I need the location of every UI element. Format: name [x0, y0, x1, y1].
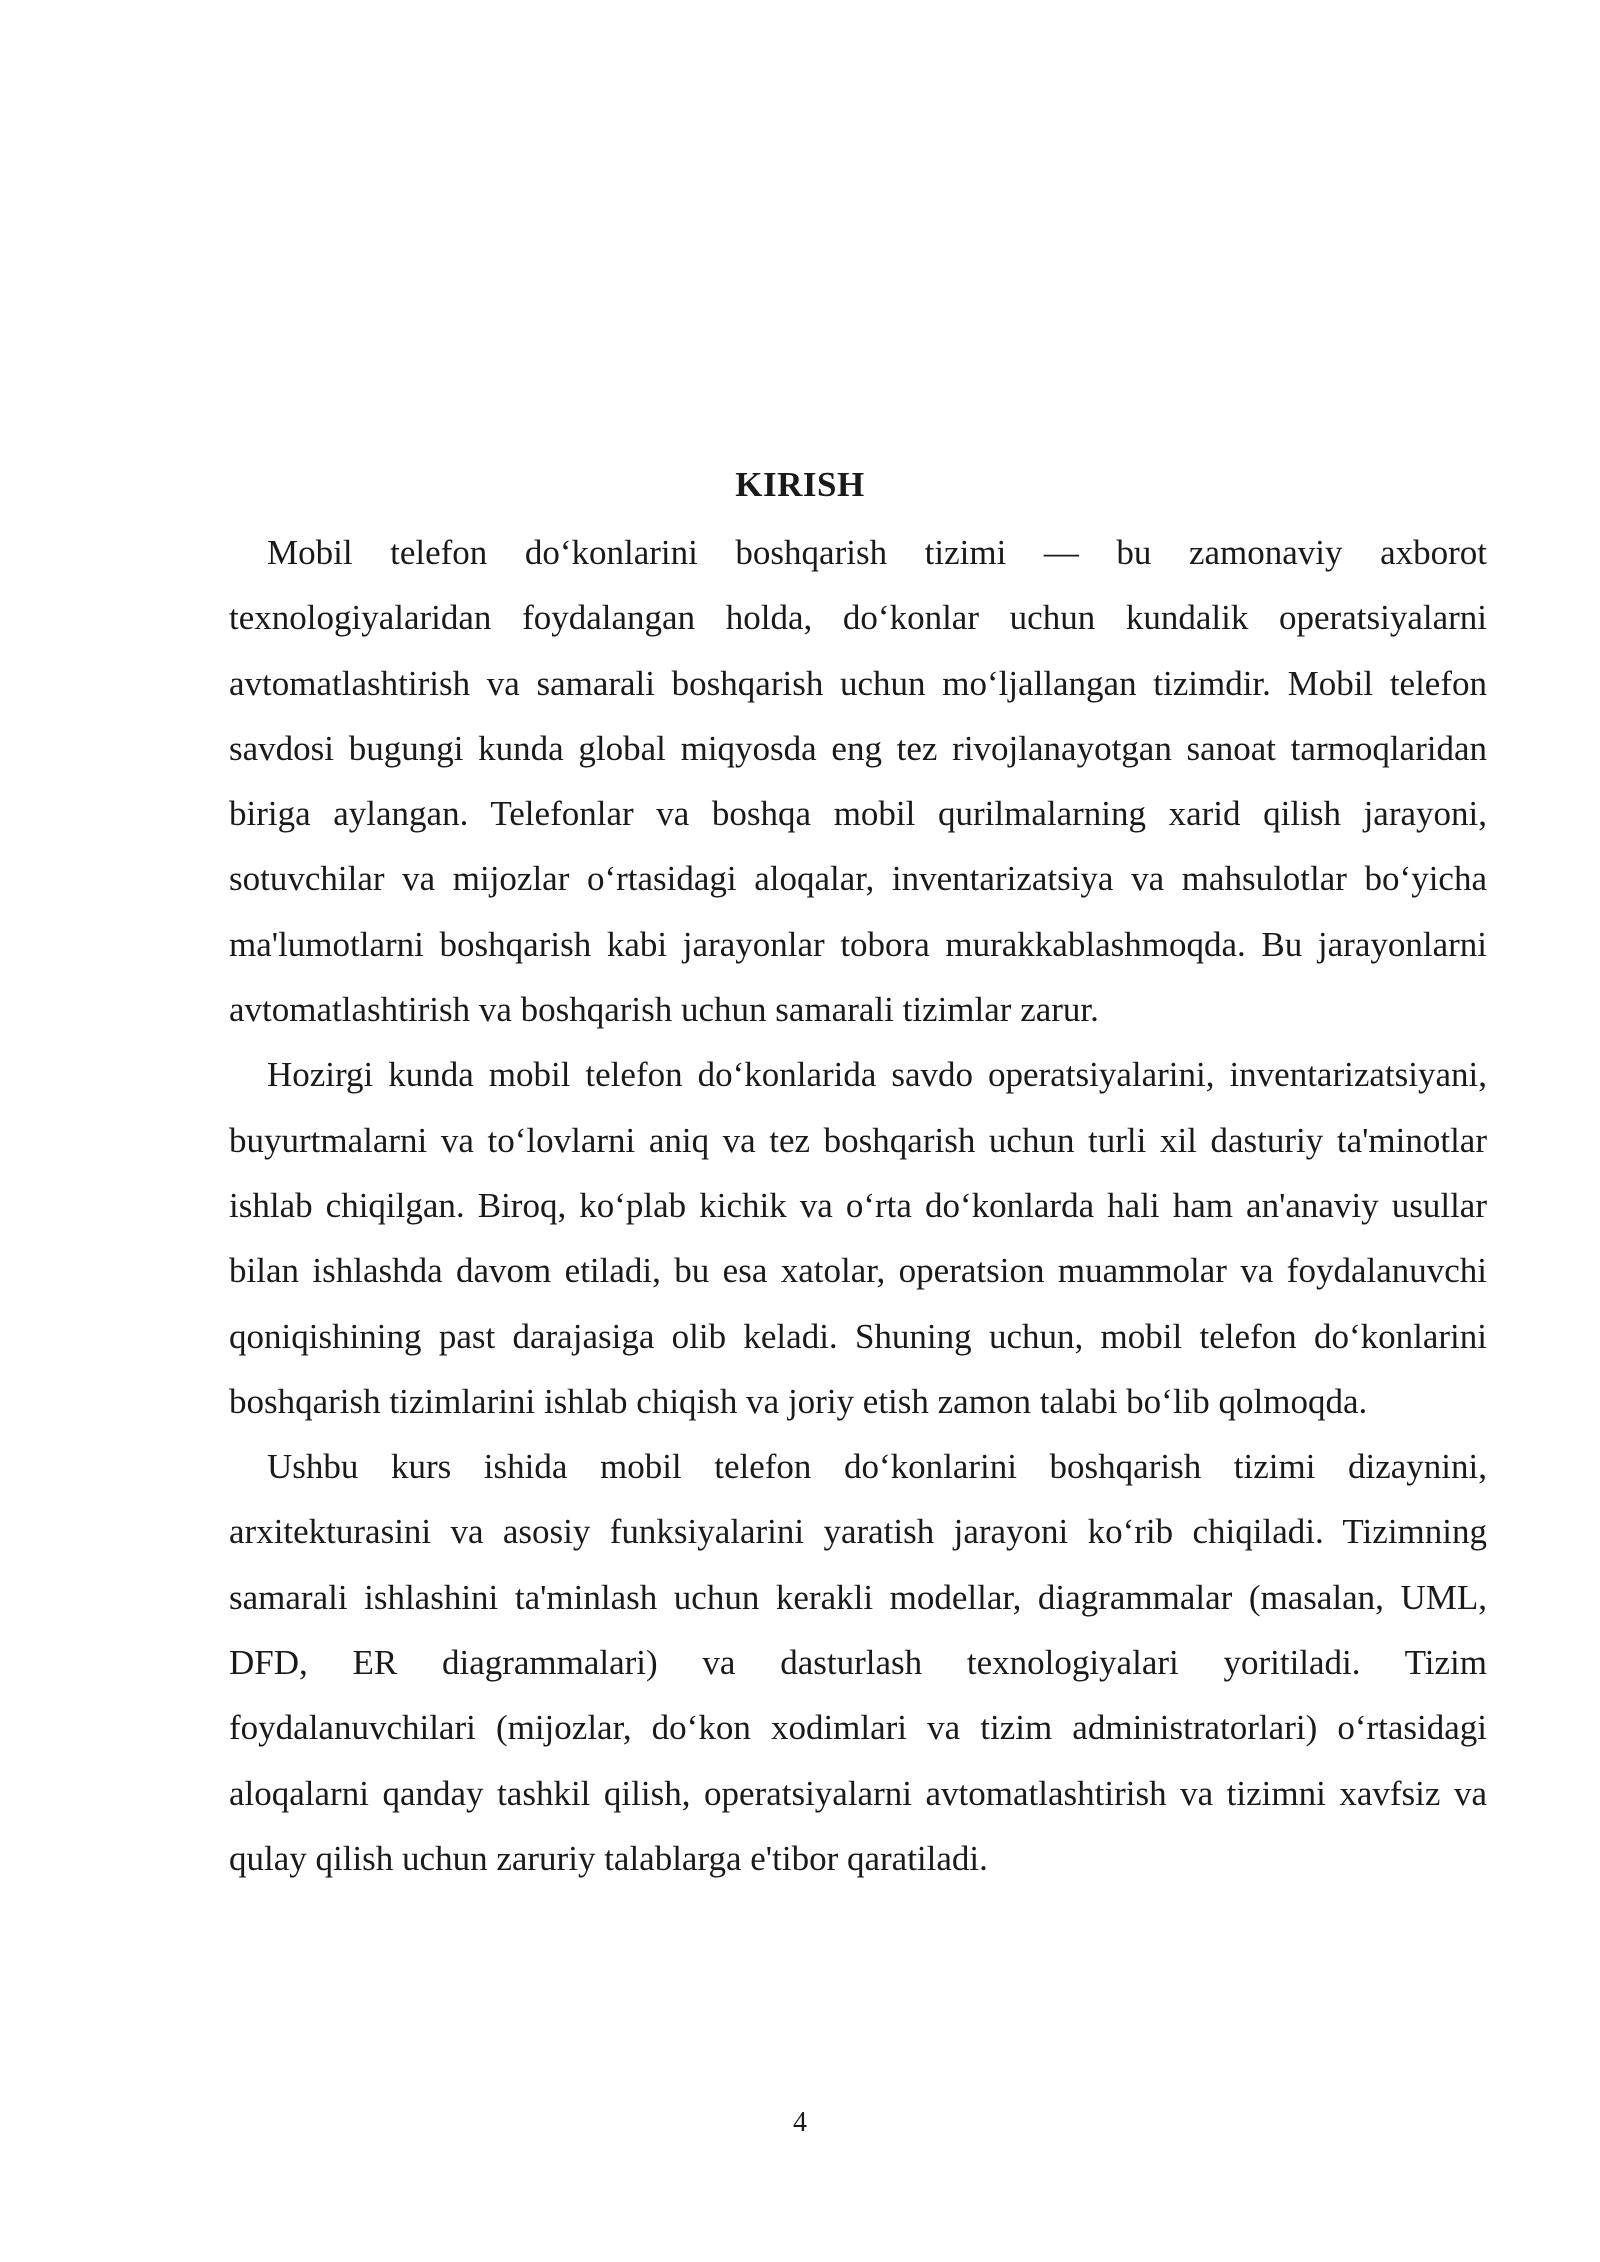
section-heading: KIRISH — [735, 465, 865, 504]
body-text — [229, 520, 1487, 1891]
paragraph-3: Ushbu kurs ishida mobil telefon do‘konlarini boshqarish tizimi dizaynini, arxitekturasini va asosiy funksiyalarini yaratish jarayoni ko‘rib chiqiladi. Tizimning samarali ishlashini ta'minlash uchun kerakli modellar, diagrammalar (masalan, UML, DFD, ER diagrammalari) va dasturlash texnologiyalari yoritiladi. Tizim foydalanuvchilari (mijozlar, do‘kon xodimlari va tizim administratorlari) o‘rtasidagi aloqalarni qanday tashkil qilish, operatsiyalarni avtomatlashtirish va tizimni xavfsiz va qulay qilish uchun zaruriy talablarga e'tibor qaratiladi. — [229, 1447, 1487, 1878]
paragraph-1: Mobil telefon do‘konlarini boshqarish tizimi — bu zamonaviy axborot texnologiyalaridan foydalangan holda, do‘konlar uchun kundalik operatsiyalarni avtomatlashtirish va samarali boshqarish uchun mo‘ljallangan tizimdir. Mobil telefon savdosi bugungi kunda global miqyosda eng tez rivojlanayotgan sanoat tarmoqlaridan biriga aylangan. Telefonlar va boshqa mobil qurilmalarning xarid qilish jarayoni, sotuvchilar va mijozlar o‘rtasidagi aloqalar, inventarizatsiya va mahsulotlar bo‘yicha ma'lumotlarni boshqarish kabi jarayonlar tobora murakkablashmoqda. Bu jarayonlarni avtomatlashtirish va boshqarish uchun samarali tizimlar zarur. — [229, 533, 1487, 1030]
paragraph-2: Hozirgi kunda mobil telefon do‘konlarida savdo operatsiyalarini, inventarizatsiyani, buyurtmalarni va to‘lovlarni aniq va tez boshqarish uchun turli xil dasturiy ta'minotlar ishlab chiqilgan. Biroq, ko‘plab kichik va o‘rta do‘konlarda hali ham an'anaviy usullar bilan ishlashda davom etiladi, bu esa xatolar, operatsion muammolar va foydalanuvchi qoniqishining past darajasiga olib keladi. Shuning uchun, mobil telefon do‘konlarini boshqarish tizimlarini ishlab chiqish va joriy etish zamon talabi bo‘lib qolmoqda. — [229, 1055, 1487, 1421]
page-number: 4 — [793, 2107, 807, 2138]
